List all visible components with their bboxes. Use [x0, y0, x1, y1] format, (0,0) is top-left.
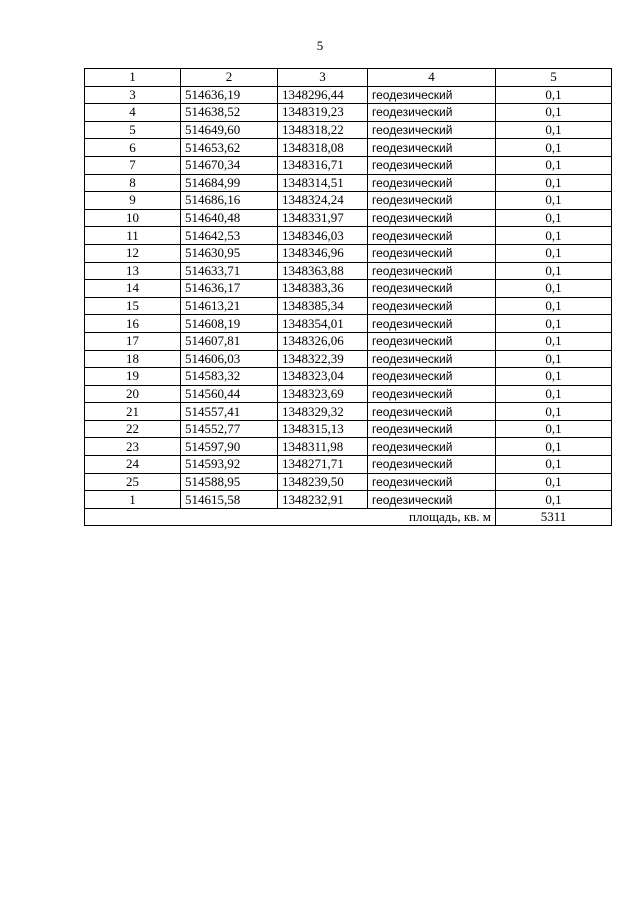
area-label: площадь, кв. м [85, 508, 496, 526]
point-number-cell: 1 [85, 491, 181, 509]
table-row [85, 192, 612, 210]
accuracy-cell: 0,1 [496, 174, 612, 192]
table-row [85, 332, 612, 350]
x-coordinate-cell: 514560,44 [181, 385, 278, 403]
y-coordinate-cell: 1348271,71 [278, 456, 368, 474]
x-coordinate-cell: 514613,21 [181, 297, 278, 315]
point-number-cell: 16 [85, 315, 181, 333]
y-coordinate-cell: 1348329,32 [278, 403, 368, 421]
x-coordinate-cell: 514552,77 [181, 420, 278, 438]
accuracy-cell: 0,1 [496, 209, 612, 227]
table-row [85, 280, 612, 298]
point-number-cell: 24 [85, 456, 181, 474]
y-coordinate-cell: 1348314,51 [278, 174, 368, 192]
page-number: 5 [316, 38, 324, 53]
accuracy-cell: 0,1 [496, 156, 612, 174]
point-number-cell: 14 [85, 280, 181, 298]
column-header: 2 [181, 69, 278, 87]
accuracy-cell: 0,1 [496, 456, 612, 474]
accuracy-cell: 0,1 [496, 438, 612, 456]
table-row [85, 350, 612, 368]
point-number-cell: 23 [85, 438, 181, 456]
y-coordinate-cell: 1348316,71 [278, 156, 368, 174]
method-cell: геодезический [368, 420, 496, 438]
accuracy-cell: 0,1 [496, 297, 612, 315]
table-row [85, 456, 612, 474]
y-coordinate-cell: 1348326,06 [278, 332, 368, 350]
method-cell: геодезический [368, 156, 496, 174]
table-row [85, 209, 612, 227]
method-cell: геодезический [368, 139, 496, 157]
method-cell: геодезический [368, 332, 496, 350]
point-number-cell: 21 [85, 403, 181, 421]
y-coordinate-cell: 1348346,96 [278, 244, 368, 262]
y-coordinate-cell: 1348346,03 [278, 227, 368, 245]
method-cell: геодезический [368, 227, 496, 245]
table-row [85, 139, 612, 157]
column-header: 3 [278, 69, 368, 87]
table-row [85, 385, 612, 403]
point-number-cell: 9 [85, 192, 181, 210]
y-coordinate-cell: 1348239,50 [278, 473, 368, 491]
point-number-cell: 18 [85, 350, 181, 368]
method-cell: геодезический [368, 368, 496, 386]
y-coordinate-cell: 1348318,22 [278, 121, 368, 139]
method-cell: геодезический [368, 438, 496, 456]
table-row [85, 491, 612, 509]
area-row [85, 508, 612, 526]
x-coordinate-cell: 514583,32 [181, 368, 278, 386]
table-row [85, 315, 612, 333]
point-number-cell: 3 [85, 86, 181, 104]
accuracy-cell: 0,1 [496, 139, 612, 157]
point-number-cell: 20 [85, 385, 181, 403]
accuracy-cell: 0,1 [496, 385, 612, 403]
point-number-cell: 17 [85, 332, 181, 350]
method-cell: геодезический [368, 104, 496, 122]
x-coordinate-cell: 514606,03 [181, 350, 278, 368]
x-coordinate-cell: 514670,34 [181, 156, 278, 174]
table-row [85, 244, 612, 262]
area-value: 5311 [496, 508, 612, 526]
method-cell: геодезический [368, 244, 496, 262]
x-coordinate-cell: 514636,19 [181, 86, 278, 104]
y-coordinate-cell: 1348322,39 [278, 350, 368, 368]
accuracy-cell: 0,1 [496, 315, 612, 333]
accuracy-cell: 0,1 [496, 491, 612, 509]
x-coordinate-cell: 514638,52 [181, 104, 278, 122]
y-coordinate-cell: 1348315,13 [278, 420, 368, 438]
method-cell: геодезический [368, 403, 496, 421]
y-coordinate-cell: 1348296,44 [278, 86, 368, 104]
method-cell: геодезический [368, 297, 496, 315]
x-coordinate-cell: 514633,71 [181, 262, 278, 280]
point-number-cell: 25 [85, 473, 181, 491]
y-coordinate-cell: 1348383,36 [278, 280, 368, 298]
accuracy-cell: 0,1 [496, 403, 612, 421]
point-number-cell: 11 [85, 227, 181, 245]
x-coordinate-cell: 514615,58 [181, 491, 278, 509]
point-number-cell: 5 [85, 121, 181, 139]
y-coordinate-cell: 1348354,01 [278, 315, 368, 333]
point-number-cell: 8 [85, 174, 181, 192]
accuracy-cell: 0,1 [496, 262, 612, 280]
x-coordinate-cell: 514653,62 [181, 139, 278, 157]
column-header: 1 [85, 69, 181, 87]
point-number-cell: 6 [85, 139, 181, 157]
table-row [85, 174, 612, 192]
table-row [85, 156, 612, 174]
y-coordinate-cell: 1348323,04 [278, 368, 368, 386]
table-row [85, 227, 612, 245]
accuracy-cell: 0,1 [496, 244, 612, 262]
y-coordinate-cell: 1348324,24 [278, 192, 368, 210]
point-number-cell: 19 [85, 368, 181, 386]
y-coordinate-cell: 1348319,23 [278, 104, 368, 122]
method-cell: геодезический [368, 385, 496, 403]
x-coordinate-cell: 514557,41 [181, 403, 278, 421]
table-row [85, 438, 612, 456]
method-cell: геодезический [368, 86, 496, 104]
y-coordinate-cell: 1348232,91 [278, 491, 368, 509]
column-header: 4 [368, 69, 496, 87]
method-cell: геодезический [368, 262, 496, 280]
accuracy-cell: 0,1 [496, 332, 612, 350]
table-row [85, 420, 612, 438]
table-row [85, 104, 612, 122]
table-header-row [85, 69, 612, 87]
method-cell: геодезический [368, 209, 496, 227]
method-cell: геодезический [368, 121, 496, 139]
accuracy-cell: 0,1 [496, 104, 612, 122]
method-cell: геодезический [368, 350, 496, 368]
table-row [85, 297, 612, 315]
x-coordinate-cell: 514684,99 [181, 174, 278, 192]
y-coordinate-cell: 1348311,98 [278, 438, 368, 456]
y-coordinate-cell: 1348323,69 [278, 385, 368, 403]
point-number-cell: 22 [85, 420, 181, 438]
coordinates-table [84, 68, 612, 526]
table-row [85, 86, 612, 104]
method-cell: геодезический [368, 280, 496, 298]
accuracy-cell: 0,1 [496, 473, 612, 491]
accuracy-cell: 0,1 [496, 86, 612, 104]
table-row [85, 473, 612, 491]
method-cell: геодезический [368, 491, 496, 509]
table-row [85, 121, 612, 139]
x-coordinate-cell: 514597,90 [181, 438, 278, 456]
x-coordinate-cell: 514608,19 [181, 315, 278, 333]
accuracy-cell: 0,1 [496, 368, 612, 386]
x-coordinate-cell: 514642,53 [181, 227, 278, 245]
x-coordinate-cell: 514649,60 [181, 121, 278, 139]
point-number-cell: 10 [85, 209, 181, 227]
table-row [85, 368, 612, 386]
x-coordinate-cell: 514686,16 [181, 192, 278, 210]
accuracy-cell: 0,1 [496, 227, 612, 245]
table-row [85, 403, 612, 421]
point-number-cell: 12 [85, 244, 181, 262]
column-header: 5 [496, 69, 612, 87]
x-coordinate-cell: 514607,81 [181, 332, 278, 350]
point-number-cell: 4 [85, 104, 181, 122]
y-coordinate-cell: 1348318,08 [278, 139, 368, 157]
point-number-cell: 13 [85, 262, 181, 280]
method-cell: геодезический [368, 473, 496, 491]
accuracy-cell: 0,1 [496, 121, 612, 139]
accuracy-cell: 0,1 [496, 420, 612, 438]
coordinates-table-body [85, 69, 612, 526]
method-cell: геодезический [368, 315, 496, 333]
y-coordinate-cell: 1348385,34 [278, 297, 368, 315]
y-coordinate-cell: 1348331,97 [278, 209, 368, 227]
method-cell: геодезический [368, 456, 496, 474]
accuracy-cell: 0,1 [496, 192, 612, 210]
x-coordinate-cell: 514588,95 [181, 473, 278, 491]
table-row [85, 262, 612, 280]
y-coordinate-cell: 1348363,88 [278, 262, 368, 280]
x-coordinate-cell: 514630,95 [181, 244, 278, 262]
accuracy-cell: 0,1 [496, 350, 612, 368]
accuracy-cell: 0,1 [496, 280, 612, 298]
x-coordinate-cell: 514636,17 [181, 280, 278, 298]
point-number-cell: 7 [85, 156, 181, 174]
method-cell: геодезический [368, 192, 496, 210]
method-cell: геодезический [368, 174, 496, 192]
x-coordinate-cell: 514640,48 [181, 209, 278, 227]
x-coordinate-cell: 514593,92 [181, 456, 278, 474]
point-number-cell: 15 [85, 297, 181, 315]
